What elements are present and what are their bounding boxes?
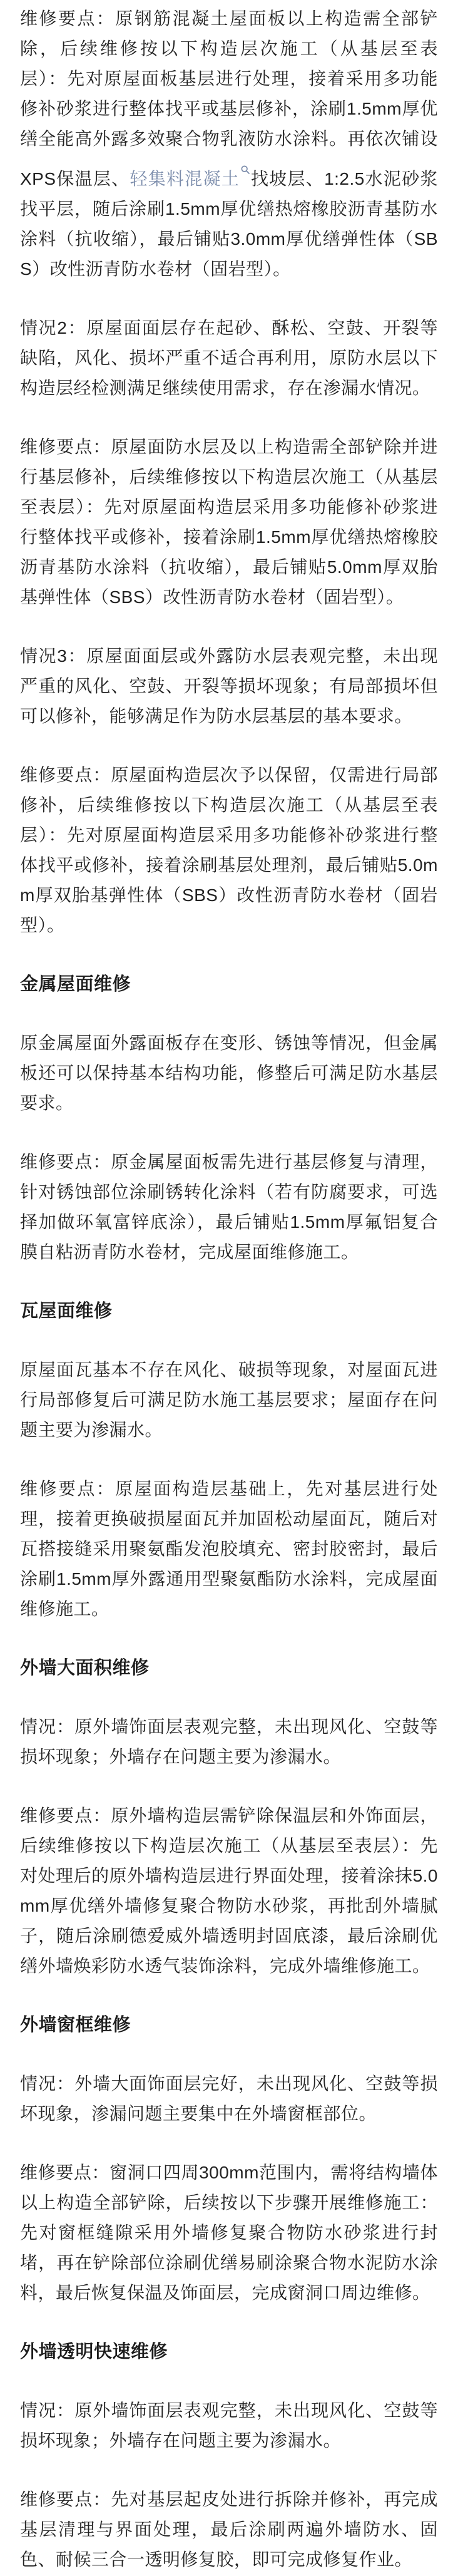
heading-metal-roof-repair: 金属屋面维修 xyxy=(20,974,131,994)
light-aggregate-concrete-link[interactable] xyxy=(130,169,250,188)
paragraph-metal-roof-repair-points: 维修要点：原金属屋面板需先进行基层修复与清理，针对锈蚀部位涂刷锈转化涂料（若有防腐要求，可选择加做环氧富锌底涂），最后铺贴1.5mm厚氟铝复合膜自粘沥青防水卷材，完成屋面维修施工。 xyxy=(20,1152,438,1262)
link-text: 轻集料混凝土 xyxy=(130,169,240,188)
paragraph-case2-condition: 情况2：原屋面面层存在起砂、酥松、空鼓、开裂等缺陷，风化、损坏严重不适合再利用，原防水层以下构造层经检测满足继续使用需求，存在渗漏水情况。 xyxy=(20,318,438,398)
paragraph-wall-large-area-repair-points: 维修要点：原外墙构造层需铲除保温层和外饰面层，后续维修按以下构造层次施工（从基层至表层）：先对处理后的原外墙构造层进行界面处理，接着涂抹5.0mm厚优缮外墙修复聚合物防水砂浆，再批刮外墙腻子，随后涂刷德爱威外墙透明封固底漆，最后涂刷优缮外墙焕彩防水透气装饰涂料，完成外墙维修施工。 xyxy=(20,1806,438,1976)
paragraph-text: 维修要点：原钢筋混凝土屋面板以上构造需全部铲除，后续维修按以下构造层次施工（从基层至表层）：先对原屋面板基层进行处理，接着采用多功能修补砂浆进行整体找平或基层修补，涂刷1.5mm厚优缮全能高外露多效聚合物乳液防水涂料。再依次铺设XPS保温层、 xyxy=(20,9,438,188)
paragraph-concrete-roof-repair-points xyxy=(20,4,438,284)
paragraph-text: 找坡层、1:2.5水泥砂浆找平层，随后涂刷1.5mm厚优缮热熔橡胶沥青基防水涂料（抗收缩），最后铺贴3.0mm厚优缮弹性体（SBS）改性沥青防水卷材（固岩型）。 xyxy=(20,169,438,279)
search-icon xyxy=(240,154,250,184)
heading-tile-roof-repair: 瓦屋面维修 xyxy=(20,1301,113,1321)
paragraph-case3-repair-points: 维修要点：原屋面构造层次予以保留，仅需进行局部修补，后续维修按以下构造层次施工（从基层至表层）：先对原屋面构造层采用多功能修补砂浆进行整体找平或修补，接着涂刷基层处理剂，最后铺贴5.0mm厚双胎基弹性体（SBS）改性沥青防水卷材（固岩型）。 xyxy=(20,765,438,935)
paragraph-transparent-repair-condition: 情况：原外墙饰面层表观完整，未出现风化、空鼓等损坏现象；外墙存在问题主要为渗漏水。 xyxy=(20,2401,438,2450)
paragraph-case2-repair-points: 维修要点：原屋面防水层及以上构造需全部铲除并进行基层修补，后续维修按以下构造层次施工（从基层至表层）：先对原屋面构造层采用多功能修补砂浆进行整体找平或修补，接着涂刷1.5mm厚优缮热熔橡胶沥青基防水涂料（抗收缩），最后铺贴5.0mm厚双胎基弹性体（SBS）改性沥青防水卷材（固岩型）。 xyxy=(20,437,438,607)
paragraph-window-frame-repair-points: 维修要点：窗洞口四周300mm范围内，需将结构墙体以上构造全部铲除，后续按以下步骤开展维修施工：先对窗框缝隙采用外墙修复聚合物防水砂浆进行封堵，再在铲除部位涂刷优缮易刷涂聚合物水泥防水涂料，最后恢复保温及饰面层，完成窗洞口周边维修。 xyxy=(20,2163,438,2302)
paragraph-tile-roof-condition: 原屋面瓦基本不存在风化、破损等现象，对屋面瓦进行局部修复后可满足防水施工基层要求；屋面存在问题主要为渗漏水。 xyxy=(20,1360,438,1440)
heading-exterior-wall-window-frame-repair: 外墙窗框维修 xyxy=(20,2015,131,2035)
paragraph-window-frame-condition: 情况：外墙大面饰面层完好，未出现风化、空鼓等损坏现象，渗漏问题主要集中在外墙窗框部位。 xyxy=(20,2074,438,2123)
paragraph-metal-roof-condition: 原金属屋面外露面板存在变形、锈蚀等情况，但金属板还可以保持基本结构功能，修整后可满足防水基层要求。 xyxy=(20,1033,438,1113)
paragraph-transparent-repair-points: 维修要点：先对基层起皮处进行拆除并修补，再完成基层清理与界面处理，最后涂刷两遍外墙防水、固色、耐候三合一透明修复胶，即可完成修复作业。 xyxy=(20,2490,438,2569)
paragraph-case3-condition: 情况3：原屋面面层或外露防水层表观完整，未出现严重的风化、空鼓、开裂等损坏现象；有局部损坏但可以修补，能够满足作为防水层基层的基本要求。 xyxy=(20,646,438,726)
paragraph-wall-large-area-condition: 情况：原外墙饰面层表观完整，未出现风化、空鼓等损坏现象；外墙存在问题主要为渗漏水。 xyxy=(20,1717,438,1766)
paragraph-tile-roof-repair-points: 维修要点：原屋面构造层基础上，先对基层进行处理，接着更换破损屋面瓦并加固松动屋面瓦，随后对瓦搭接缝采用聚氨酯发泡胶填充、密封胶密封，最后涂刷1.5mm厚外露通用型聚氨酯防水涂料，完成屋面维修施工。 xyxy=(20,1479,438,1619)
heading-exterior-wall-large-area-repair: 外墙大面积维修 xyxy=(20,1658,150,1678)
heading-exterior-wall-transparent-quick-repair: 外墙透明快速维修 xyxy=(20,2342,168,2362)
